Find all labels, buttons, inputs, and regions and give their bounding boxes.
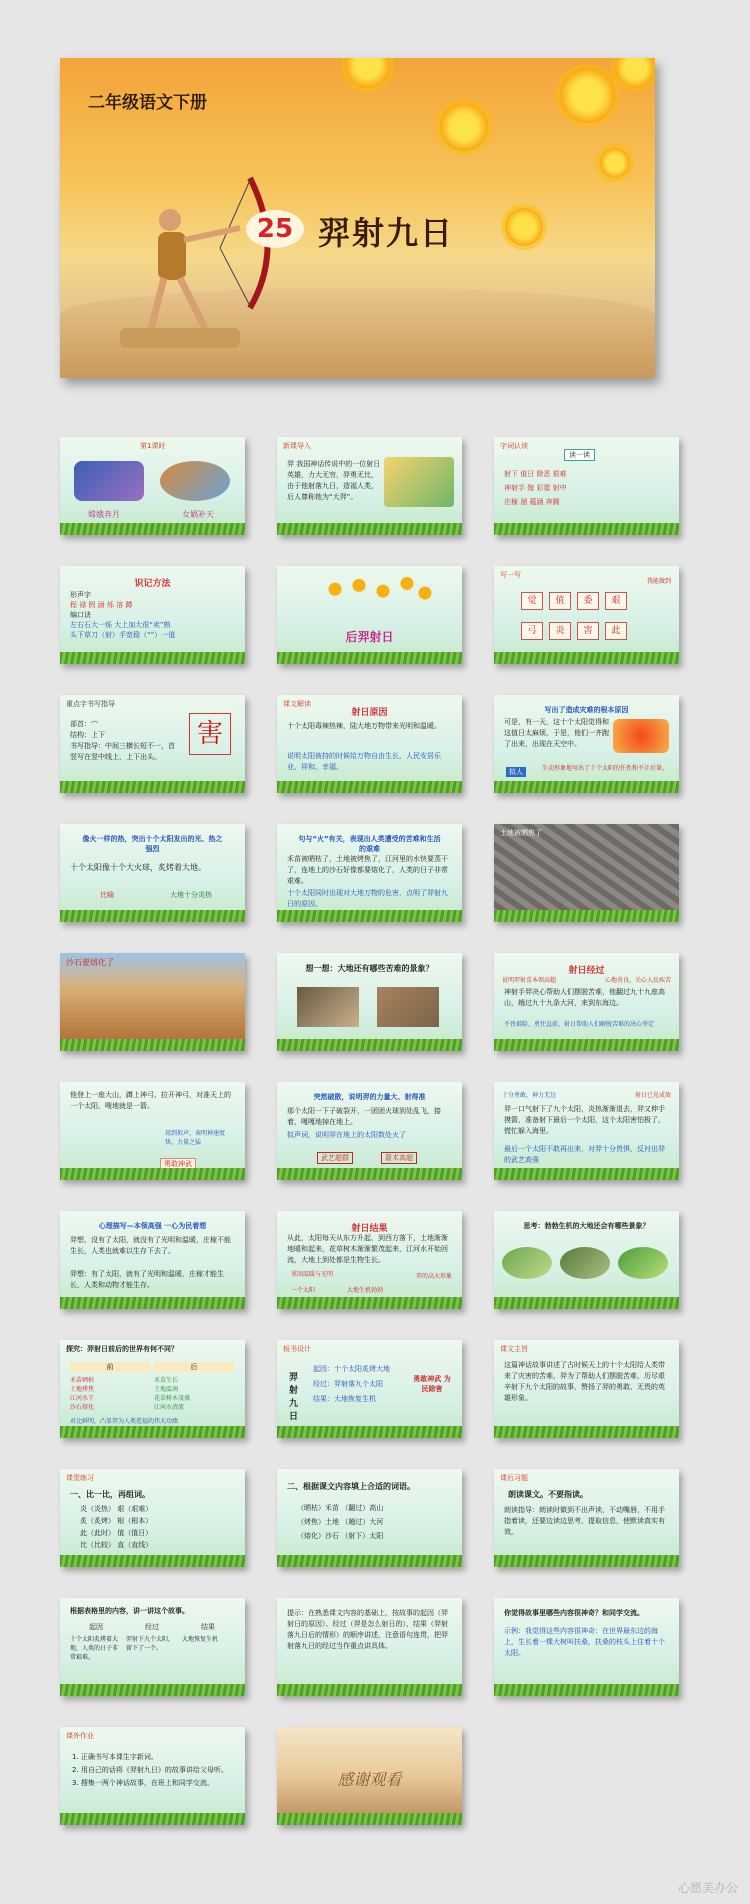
slide-title: 根据表格里的内容，讲一讲这个故事。 xyxy=(70,1607,189,1615)
homework-list xyxy=(72,1751,228,1790)
slide-title: 朗读课文。不要指读。 xyxy=(508,1490,588,1499)
slide-tag: 课堂练习 xyxy=(66,1474,94,1482)
header: 结果 xyxy=(201,1623,215,1631)
header: 经过 xyxy=(145,1623,159,1631)
slide-text: 十个太阳像十个大火球，炙烤着大地。 xyxy=(70,863,206,872)
slide-text: 他登上一座大山，蹲上神弓，拉开神弓，对准天上的一个太阳，嗖地就是一箭。 xyxy=(70,1091,231,1110)
row: 经过：羿射落九个太阳 xyxy=(313,1380,383,1388)
pair: 炙（炙烤） 根（根本） xyxy=(80,1517,153,1525)
slide-badge: 武艺超群 xyxy=(317,1152,353,1164)
char-box: 此 xyxy=(605,622,627,640)
item: 2. 用自己的话将《羿射九日》的故事讲给父母听。 xyxy=(72,1766,228,1774)
char-box: 委 xyxy=(577,592,599,610)
slide-text: 羿一口气射下了九个太阳，炎热渐渐退去，羿又伸手摸箭，准备射下最后一个太阳，这个太阳害怕极了，慌忙躲入海里。 xyxy=(504,1105,665,1135)
sun-icon xyxy=(600,148,630,178)
slide-text: 示例：我觉得这些内容很神奇：在世界最东边的海上，生长着一棵大树叫扶桑，扶桑的枝头上住着十个太阳。 xyxy=(504,1627,665,1657)
char-box: 害 xyxy=(577,622,599,640)
slide-10[interactable] xyxy=(60,824,245,922)
slide-title: 二、根据课文内容填上合适的词语。 xyxy=(287,1482,415,1491)
item: 程 禄 假 涵 烁 溶 蹲 xyxy=(70,601,133,609)
slide-note: 最后一个太阳不敢再出来，对羿十分畏惧，反衬出羿的武艺高强 xyxy=(504,1145,665,1164)
slide-22[interactable] xyxy=(60,1340,245,1438)
slide-20[interactable] xyxy=(277,1211,462,1309)
char-row xyxy=(518,590,630,612)
note: 射日已见成效 xyxy=(634,1092,671,1099)
slide-title: 句与“火”有关，表现出人类遭受的苦难和生活的艰难 xyxy=(298,835,441,853)
slide-caption: 沙石要熔化了 xyxy=(66,958,114,967)
row: 结果：大地恢复生机 xyxy=(313,1395,376,1403)
char-box: 炎 xyxy=(549,622,571,640)
slide-text: 十个太阳毒辣热辣，陆大地万物带来光明和温暖。 xyxy=(287,722,441,730)
word-row: 射下 值日 除恶 艰难 xyxy=(504,470,567,478)
slide-17[interactable] xyxy=(277,1082,462,1180)
slide-question: 思考：勃勃生机的大地还会有哪些景象？ xyxy=(523,1222,650,1230)
slide-text-2: 羿想：有了太阳，就有了光明和温暖，庄稼才能生长，人类和动物才能生存。 xyxy=(70,1270,224,1289)
cell: 江河水干 xyxy=(70,1395,95,1402)
slide-tag: 课外作业 xyxy=(66,1732,94,1740)
char-row xyxy=(518,620,630,642)
slide-caption: 土地被晒焦了 xyxy=(500,829,542,837)
cell: 江河水清流 xyxy=(154,1404,185,1411)
board-rows xyxy=(313,1362,390,1407)
row: （晒枯）禾苗 （翻过）高山 xyxy=(297,1504,384,1512)
sun-icon xyxy=(440,103,488,151)
slide-title: 像火一样的热，突出十个太阳发出的光、热之强烈 xyxy=(82,835,223,853)
item: 头下草刀（射）手宽稳（“”）一值 xyxy=(70,631,176,639)
slide-text: 那个太阳一下子破裂开，一团团火球到处乱飞，接着，嘎嘎地掉在地上。 xyxy=(287,1107,441,1126)
slide-text: 提示：在熟悉课文内容的基础上，按故事的起因（羿射日的原因）、经过（羿是怎么射日的）、结果（羿射落九日后的情形）的顺序讲述，注意语句连贯，把羿射落九日的经过当作重点讲具体。 xyxy=(287,1609,448,1650)
note: 心地善良，关心人民疾苦 xyxy=(604,977,671,984)
slide-text: 禾苗被晒枯了，土地被烤焦了，江河里的水快要蒸干了，连地上的沙石好像都要熔化了，人类的日子非常艰难。 xyxy=(287,855,448,885)
pair: 炎（炎热） 艰（艰难） xyxy=(80,1505,153,1513)
row: （熔化）沙石 （射下）太阳 xyxy=(297,1532,384,1540)
fire-picture xyxy=(613,719,669,753)
slide-5[interactable] xyxy=(277,566,462,664)
slide-title: 心理描写—本领高强 一心为民着想 xyxy=(98,1222,207,1230)
scene-picture xyxy=(618,1247,668,1279)
slide-27[interactable] xyxy=(494,1469,679,1567)
before-list xyxy=(70,1376,94,1412)
slide-23[interactable] xyxy=(277,1340,462,1438)
slide-24[interactable] xyxy=(494,1340,679,1438)
slide-title: 射日结果 xyxy=(351,1224,388,1234)
slide-question: 想一想：大地还有哪些苦难的景象？ xyxy=(305,964,434,973)
item: 形声字 xyxy=(70,591,91,599)
archer-picture xyxy=(384,457,454,507)
slide-14[interactable] xyxy=(277,953,462,1051)
slide-1[interactable] xyxy=(60,437,245,535)
slide-tag: 课后习题 xyxy=(500,1474,528,1482)
slide-tag: 课文解读 xyxy=(283,700,311,708)
sun-icon xyxy=(345,58,390,88)
slide-body xyxy=(70,719,175,763)
pair: 比（比较） 直（直线） xyxy=(80,1541,153,1549)
scene-picture xyxy=(377,987,439,1027)
slide-note: 十个太阳同时出现对大地万物的危害，点明了羿射九日的原因。 xyxy=(287,889,448,908)
slide-28[interactable] xyxy=(60,1598,245,1696)
slide-tag: 重点字书写指导 xyxy=(66,700,115,708)
slide-badge: 拟人 xyxy=(506,767,526,777)
watermark: 心愿美办公 xyxy=(677,1881,738,1895)
item: 1. 正确书写本课生字新词。 xyxy=(72,1753,158,1761)
cell: 大地恢复生机 xyxy=(182,1636,219,1643)
slide-2[interactable] xyxy=(277,437,462,535)
slide-13[interactable] xyxy=(60,953,245,1051)
cell: 十个太阳炙烤着大地，人类的日子非常艰难。 xyxy=(70,1636,119,1661)
slide-6[interactable] xyxy=(494,566,679,664)
slide-tag: 字词认读 xyxy=(500,442,528,450)
cell: 沙石熔化 xyxy=(70,1404,95,1411)
label: 大地生机勃勃 xyxy=(347,1287,384,1294)
slide-title: 写出了造成灾难的根本原因 xyxy=(544,706,629,714)
slide-25[interactable] xyxy=(60,1469,245,1567)
slide-7[interactable] xyxy=(60,695,245,793)
slide-side-title: 羿射九日 xyxy=(289,1373,299,1422)
slide-11[interactable] xyxy=(277,824,462,922)
slide-19[interactable] xyxy=(60,1211,245,1309)
cover-slide xyxy=(60,58,655,378)
row: （烤焦）土地 （趟过）大河 xyxy=(297,1518,384,1526)
label: 一个太阳 xyxy=(291,1287,316,1294)
slide-text: 羿想，没有了太阳，就没有了光明和温暖，庄稼不能生长，人类也就难以生存下去了。 xyxy=(70,1236,231,1255)
slide-title: 一、比一比，再组词。 xyxy=(70,1490,150,1499)
thanks-text: 感谢观看 xyxy=(337,1770,402,1789)
item: 编口诀 xyxy=(70,611,91,619)
item: 3. 搜集一两个神话故事，在班上和同学交流。 xyxy=(72,1779,214,1787)
slide-title: 探究：羿射日前后的世界有何不同？ xyxy=(66,1345,178,1353)
note: 十分勇敢，神力无边 xyxy=(502,1092,557,1099)
slide-tag: 新课导入 xyxy=(283,442,311,450)
slide-16[interactable] xyxy=(60,1082,245,1180)
char-box: 弓 xyxy=(521,622,543,640)
header-before: 前 xyxy=(70,1362,150,1372)
char-box: 值 xyxy=(549,592,571,610)
scene-picture xyxy=(502,1247,552,1279)
sun-icon xyxy=(560,68,615,123)
slide-note: 生动形象地写出了十个太阳的任性和不计后果。 xyxy=(542,765,669,772)
pairs xyxy=(80,1503,152,1551)
slide-text: 朗读指导：朗读时做到不出声读，不动嘴唇，不用手指着读，还要边读边思考，提取信息，使默读真实有效。 xyxy=(504,1506,665,1536)
header-after: 后 xyxy=(154,1362,234,1372)
lesson-number: 25 xyxy=(246,210,304,248)
suns-icon xyxy=(317,574,437,612)
slide-text: 可是，有一天，这十个太阳觉得和这值日太麻烦，于是，他们一齐跑了出来，出现在天空中。 xyxy=(504,718,609,748)
slide-body xyxy=(70,590,235,640)
slide-31[interactable] xyxy=(60,1727,245,1825)
slide-note: 拟声词，说明羿在地上的太阳数处火了 xyxy=(287,1131,406,1139)
slide-title: 后羿射日 xyxy=(345,630,394,644)
picture-chang-e xyxy=(74,461,130,501)
sun-icon xyxy=(505,208,543,246)
archer-illustration xyxy=(100,158,300,358)
slide-title: 突然破散，说明羿的力量大、射得准 xyxy=(313,1093,426,1101)
slide-text: 羿 我国神话传说中的一位射日英雄，力大无穷，羿勇无比，由于他射落九日，造福人类，后人尊称他为“大羿”。 xyxy=(287,460,381,501)
slide-4[interactable] xyxy=(60,566,245,664)
compare-label: 比喻 xyxy=(100,891,114,899)
sun-icon xyxy=(615,58,655,88)
big-char: 害 xyxy=(189,713,231,755)
char-box: 艰 xyxy=(605,592,627,610)
row: 起因：十个太阳炙烤大地 xyxy=(313,1365,390,1373)
scene-picture xyxy=(560,1247,610,1279)
word-row: 神射手 嫁 彩霓 射中 xyxy=(504,484,567,492)
slide-title: 识记方法 xyxy=(134,579,171,589)
rows xyxy=(297,1501,383,1543)
slide-8[interactable] xyxy=(277,695,462,793)
after-list xyxy=(154,1376,190,1412)
read-badge: 读一读 xyxy=(564,449,595,461)
slide-tag: 第1课时 xyxy=(140,442,166,450)
slide-title: 射日经过 xyxy=(568,966,605,976)
slide-text: 神射手羿决心帮助人们摆脱苦难，他翻过九十九座高山，趟过九十九条大河，来到东海边。 xyxy=(504,988,665,1007)
slide-32[interactable] xyxy=(277,1727,462,1825)
grade-label: 二年级语文下册 xyxy=(88,93,207,113)
slide-26[interactable] xyxy=(277,1469,462,1567)
word-rows xyxy=(504,467,669,509)
slide-tag: 板书设计 xyxy=(283,1345,311,1353)
char-box: 觉 xyxy=(521,592,543,610)
cell: 禾苗晒枯 xyxy=(70,1377,95,1384)
caption-chang-e: 嫦娥奔月 xyxy=(88,510,120,519)
header: 起因 xyxy=(89,1623,103,1631)
slide-tag: 课文主旨 xyxy=(500,1345,528,1353)
slide-note: 不畏艰险、勇往直前，射日帮助人们解脱苦难的决心坚定 xyxy=(504,1021,655,1028)
note: 说明羿射喜本领高超 xyxy=(502,977,557,984)
scene-picture xyxy=(297,987,359,1027)
slide-badge: 勇敢神武 为民除害 xyxy=(413,1375,451,1393)
picture-nuwa xyxy=(160,461,230,501)
cell: 羿射下九个太阳，留下了一个。 xyxy=(126,1636,175,1652)
word-row: 庄稼 溜 蕴涵 奔腾 xyxy=(504,498,560,506)
slide-15[interactable] xyxy=(494,953,679,1051)
caption-nuwa: 女娲补天 xyxy=(182,510,214,519)
slide-30[interactable] xyxy=(494,1598,679,1696)
line: 书写指导：中间三横长短不一，首竖写在竖中线上，上下出头。 xyxy=(70,742,175,761)
slide-29[interactable] xyxy=(277,1598,462,1696)
item: 左右石大一烁 大上加大很“卖”熟 xyxy=(70,621,171,629)
slide-title: 你觉得故事里哪些内容很神奇？和同学交流。 xyxy=(504,1609,644,1617)
lesson-title: 羿射九日 xyxy=(318,214,455,252)
cell: 土地烤焦 xyxy=(70,1386,95,1393)
slide-note: 用到拟声，表明神速度快，力量之猛 xyxy=(165,1130,226,1146)
label: 羿的高大形象 xyxy=(415,1273,452,1280)
slide-title: 射日原因 xyxy=(351,708,388,718)
slide-badge: 箭术高超 xyxy=(381,1152,417,1164)
pair: 此（此时） 值（值日） xyxy=(80,1529,153,1537)
slide-note: 说明太阳被持的时候给万物自由生长，人民安居乐业，祥和、幸福。 xyxy=(287,752,441,771)
cell: 禾苗生长 xyxy=(154,1377,179,1384)
result-label: 大地十分炎热 xyxy=(170,891,212,899)
slide-12[interactable] xyxy=(494,824,679,922)
slide-18[interactable] xyxy=(494,1082,679,1180)
slide-text: 从此，太阳每天从东方升起，到西方落下，土地渐渐地暖和起来，花草树木渐渐繁茂起来，江河水开始回流，大地上到处都是生物生长。 xyxy=(287,1234,448,1264)
slide-tag: 写一写 xyxy=(500,571,521,579)
cell: 土地温润 xyxy=(154,1386,179,1393)
slide-9[interactable] xyxy=(494,695,679,793)
slide-footer: 对比鲜明，凸显羿为人类造福的伟大功绩 xyxy=(70,1418,179,1425)
slide-badge: 勇敢神武 xyxy=(160,1158,196,1170)
slide-text: 这篇神话故事讲述了古时候天上的十个太阳给人类带来了灾害的苦难，羿为了帮助人们摆脱苦难，历尽艰辛射下九个太阳的故事，赞扬了羿的勇敢、无畏的英雄形象。 xyxy=(504,1361,665,1402)
line: 结构：上下 xyxy=(70,731,105,739)
cell: 花草树木茂盛 xyxy=(154,1395,191,1402)
slide-21[interactable] xyxy=(494,1211,679,1309)
slide-3[interactable] xyxy=(494,437,679,535)
slide-badge: 我能做到 xyxy=(646,578,671,585)
line: 部首：宀 xyxy=(70,720,98,728)
label: 重回温暖与光明 xyxy=(291,1271,334,1278)
